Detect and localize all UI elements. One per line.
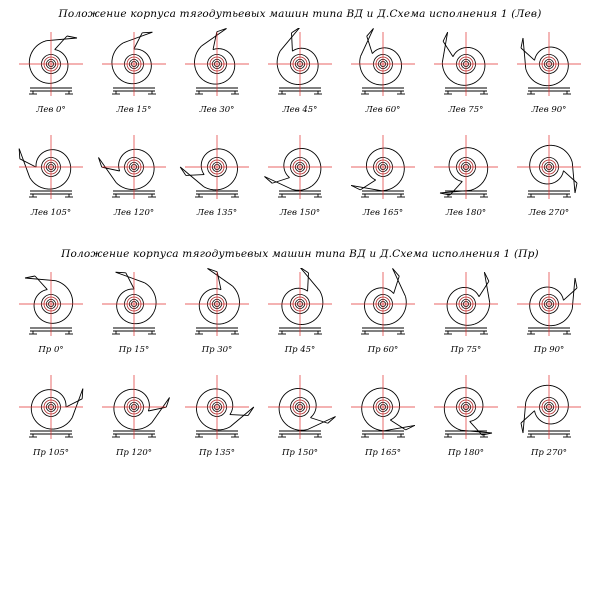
fan-casing-diagram bbox=[10, 131, 92, 207]
figure-caption: Лев 120° bbox=[113, 208, 155, 218]
figure-row bbox=[0, 28, 600, 115]
figure-caption: Пр 105° bbox=[32, 448, 70, 458]
figure-caption: Пр 165° bbox=[364, 448, 402, 458]
fan-casing-diagram bbox=[425, 28, 507, 104]
figure-cell bbox=[259, 371, 342, 458]
figure-caption: Лев 165° bbox=[362, 208, 404, 218]
figure-cell bbox=[10, 371, 93, 458]
fan-casing-diagram bbox=[93, 131, 175, 207]
figure-caption: Пр 15° bbox=[118, 345, 150, 355]
figure-caption: Пр 90° bbox=[533, 345, 565, 355]
figure-cell bbox=[176, 268, 259, 355]
fan-casing-diagram bbox=[10, 371, 92, 447]
figure-caption: Пр 180° bbox=[447, 448, 485, 458]
figure-cell bbox=[93, 28, 176, 115]
fan-casing-diagram bbox=[259, 371, 341, 447]
figure-caption: Пр 120° bbox=[115, 448, 153, 458]
figure-caption: Лев 45° bbox=[282, 105, 318, 115]
fan-casing-diagram bbox=[93, 371, 175, 447]
figure-caption: Пр 60° bbox=[367, 345, 399, 355]
figure-cell bbox=[508, 28, 591, 115]
figure-cell bbox=[259, 28, 342, 115]
figure-caption: Пр 75° bbox=[450, 345, 482, 355]
figure-caption: Пр 45° bbox=[284, 345, 316, 355]
figure-caption: Лев 90° bbox=[531, 105, 567, 115]
figure-cell bbox=[425, 371, 508, 458]
figure-cell bbox=[176, 371, 259, 458]
figure-caption: Лев 135° bbox=[196, 208, 238, 218]
fan-casing-diagram bbox=[176, 28, 258, 104]
fan-casing-diagram bbox=[10, 268, 92, 344]
figure-cell bbox=[10, 131, 93, 218]
fan-casing-diagram bbox=[508, 371, 590, 447]
fan-casing-diagram bbox=[342, 371, 424, 447]
figure-caption: Лев 15° bbox=[116, 105, 152, 115]
figure-cell bbox=[259, 268, 342, 355]
figure-caption: Пр 0° bbox=[38, 345, 64, 355]
figure-caption: Пр 150° bbox=[281, 448, 319, 458]
fan-casing-diagram bbox=[259, 28, 341, 104]
figure-cell bbox=[93, 371, 176, 458]
fan-casing-diagram bbox=[176, 131, 258, 207]
figure-caption: Лев 0° bbox=[36, 105, 66, 115]
fan-casing-diagram bbox=[342, 131, 424, 207]
figure-cell bbox=[10, 268, 93, 355]
fan-casing-diagram bbox=[176, 268, 258, 344]
section-right bbox=[0, 248, 600, 458]
fan-casing-diagram bbox=[342, 28, 424, 104]
figure-cell bbox=[93, 268, 176, 355]
figure-row bbox=[0, 131, 600, 218]
fan-casing-diagram bbox=[508, 131, 590, 207]
fan-casing-diagram bbox=[425, 131, 507, 207]
figure-caption: Лев 60° bbox=[365, 105, 401, 115]
fan-casing-diagram bbox=[425, 371, 507, 447]
figure-cell bbox=[176, 131, 259, 218]
figure-caption: Пр 270° bbox=[530, 448, 568, 458]
fan-casing-diagram bbox=[508, 268, 590, 344]
figure-caption: Лев 150° bbox=[279, 208, 321, 218]
figure-row bbox=[0, 268, 600, 355]
section-title-left: Положение корпуса тягодутьевых машин типа ВД и Д.Схема исполнения 1 (Лев) bbox=[58, 8, 542, 20]
figure-cell bbox=[425, 28, 508, 115]
figure-cell bbox=[508, 371, 591, 458]
fan-casing-diagram bbox=[259, 131, 341, 207]
figure-caption: Лев 30° bbox=[199, 105, 235, 115]
figure-caption: Лев 75° bbox=[448, 105, 484, 115]
section-left bbox=[0, 8, 600, 218]
figure-cell bbox=[508, 268, 591, 355]
fan-casing-diagram bbox=[10, 28, 92, 104]
figure-caption: Лев 180° bbox=[445, 208, 487, 218]
fan-casing-diagram bbox=[259, 268, 341, 344]
figure-caption: Пр 135° bbox=[198, 448, 236, 458]
figure-cell bbox=[259, 131, 342, 218]
fan-casing-diagram bbox=[93, 28, 175, 104]
fan-casing-diagram bbox=[176, 371, 258, 447]
figure-caption: Пр 30° bbox=[201, 345, 233, 355]
figure-cell bbox=[342, 371, 425, 458]
figure-caption: Лев 270° bbox=[528, 208, 570, 218]
fan-casing-diagram bbox=[342, 268, 424, 344]
figure-row bbox=[0, 371, 600, 458]
fan-casing-diagram bbox=[508, 28, 590, 104]
fan-casing-diagram bbox=[93, 268, 175, 344]
figure-caption: Лев 105° bbox=[30, 208, 72, 218]
figure-cell bbox=[176, 28, 259, 115]
figure-cell bbox=[342, 268, 425, 355]
figure-cell bbox=[342, 28, 425, 115]
figure-cell bbox=[10, 28, 93, 115]
figure-cell bbox=[425, 268, 508, 355]
fan-casing-diagram bbox=[425, 268, 507, 344]
figure-cell bbox=[508, 131, 591, 218]
section-title-right: Положение корпуса тягодутьевых машин типа ВД и Д.Схема исполнения 1 (Пр) bbox=[61, 248, 539, 260]
figure-cell bbox=[342, 131, 425, 218]
figure-cell bbox=[93, 131, 176, 218]
figure-cell bbox=[425, 131, 508, 218]
